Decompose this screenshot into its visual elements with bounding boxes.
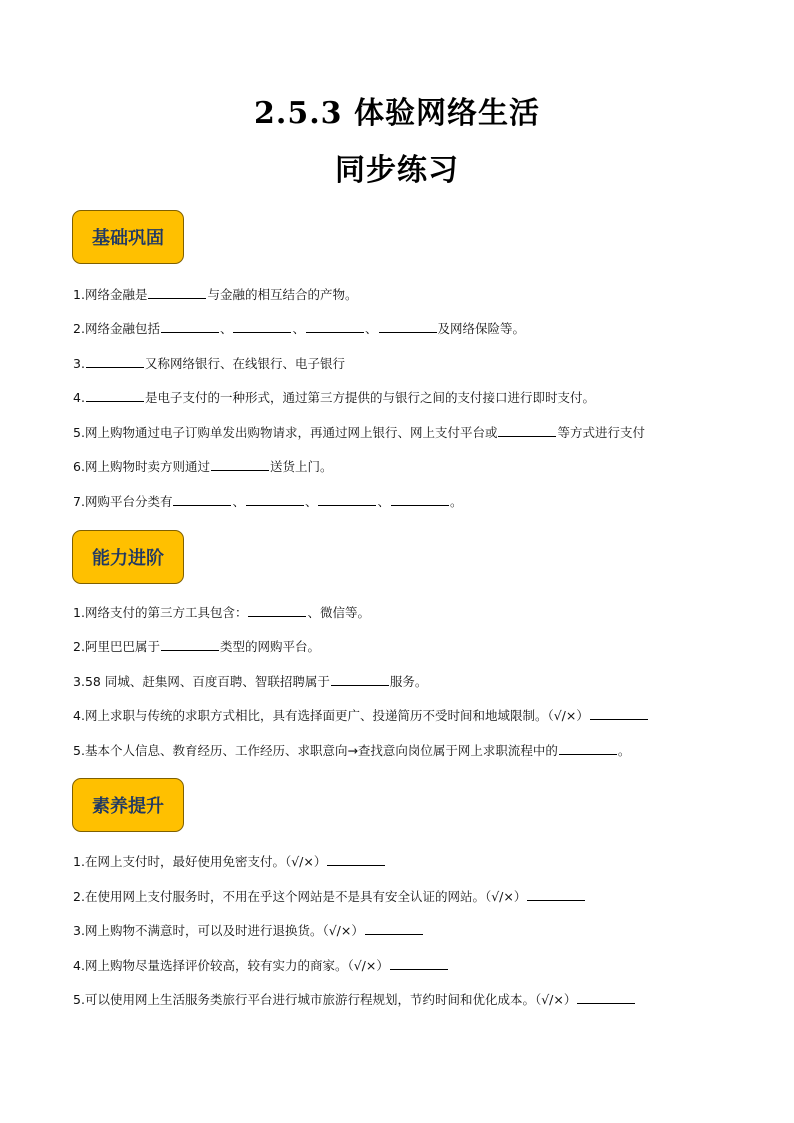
answer-blank[interactable]: [331, 673, 389, 686]
section-badge: 素养提升: [72, 778, 184, 832]
question-number: 6.: [73, 459, 85, 474]
answer-blank[interactable]: [365, 922, 423, 935]
question-text: 网购平台分类有: [84, 494, 173, 509]
question-text: 网上购物不满意时，可以及时进行退换货。（√/×）: [84, 923, 364, 938]
answer-blank[interactable]: [86, 355, 144, 368]
question-text: 可以使用网上生活服务类旅行平台进行城市旅游行程规划，节约时间和优化成本。（√/×）: [84, 992, 577, 1007]
question-number: 1.: [73, 287, 85, 302]
question-number: 5.: [73, 743, 85, 758]
question-item: [73, 853, 386, 870]
answer-blank[interactable]: [248, 604, 306, 617]
question-item: [73, 638, 320, 655]
page-subtitle: 同步练习: [335, 153, 459, 188]
answer-blank[interactable]: [498, 424, 556, 437]
answer-blank[interactable]: [559, 742, 617, 755]
question-text: 网上求职与传统的求职方式相比，具有选择面更广、投递简历不受时间和地域限制。（√/×）: [84, 708, 589, 723]
answer-blank[interactable]: [391, 493, 449, 506]
question-item: [73, 320, 525, 337]
question-item: [73, 604, 370, 621]
answer-blank[interactable]: [86, 389, 144, 402]
question-item: [73, 742, 630, 759]
question-text: 在网上支付时，最好使用免密支付。（√/×）: [84, 854, 327, 869]
question-text: 及网络保险等。: [437, 321, 526, 336]
question-text: 又称网络银行、在线银行、电子银行: [144, 356, 345, 371]
question-text: 等方式进行支付: [557, 425, 645, 440]
question-number: 4.: [73, 390, 85, 405]
question-number: 5.: [73, 992, 85, 1007]
answer-blank[interactable]: [148, 286, 206, 299]
question-item: [73, 673, 427, 690]
question-text: 网上购物时卖方则通过: [84, 459, 210, 474]
question-item: [73, 707, 649, 724]
question-item: [73, 355, 345, 372]
question-text: 类型的网购平台。: [219, 639, 320, 654]
question-item: [73, 991, 636, 1008]
answer-blank[interactable]: [390, 957, 448, 970]
question-text: 网络金融是: [84, 287, 148, 302]
question-text: 网上购物通过电子订购单发出购物请求，再通过网上银行、网上支付平台或: [84, 425, 498, 440]
answer-blank[interactable]: [161, 638, 219, 651]
question-number: 4.: [73, 958, 85, 973]
page-title: 2.5.3 体验网络生活: [254, 96, 540, 131]
question-number: 3.: [73, 356, 85, 371]
question-item: [73, 286, 357, 303]
question-text: 。: [617, 743, 631, 758]
question-number: 4.: [73, 708, 85, 723]
question-text: 是电子支付的一种形式，通过第三方提供的与银行之间的支付接口进行即时支付。: [144, 390, 595, 405]
question-text: 服务。: [389, 674, 428, 689]
question-text: 网络支付的第三方工具包含：: [84, 605, 248, 620]
answer-blank[interactable]: [327, 853, 385, 866]
question-number: 3.: [73, 674, 85, 689]
question-text: 基本个人信息、教育经历、工作经历、求职意向→查找意向岗位属于网上求职流程中的: [84, 743, 558, 758]
answer-blank[interactable]: [318, 493, 376, 506]
answer-blank[interactable]: [246, 493, 304, 506]
question-text: 、: [232, 494, 245, 509]
question-text: 送货上门。: [269, 459, 333, 474]
question-number: 1.: [73, 605, 85, 620]
question-number: 3.: [73, 923, 85, 938]
question-number: 2.: [73, 639, 85, 654]
question-item: [73, 493, 463, 510]
question-text: 、: [219, 321, 233, 336]
answer-blank[interactable]: [379, 320, 437, 333]
question-number: 7.: [73, 494, 85, 509]
question-number: 2.: [73, 889, 85, 904]
answer-blank[interactable]: [211, 458, 269, 471]
section-badge: 基础巩固: [72, 210, 184, 264]
answer-blank[interactable]: [173, 493, 231, 506]
question-item: [73, 389, 595, 406]
question-text: 阿里巴巴属于: [84, 639, 160, 654]
question-text: 、微信等。: [307, 605, 370, 620]
question-text: 、: [377, 494, 390, 509]
question-text: 在使用网上支付服务时，不用在乎这个网站是不是具有安全认证的网站。（√/×）: [84, 889, 527, 904]
question-item: [73, 458, 332, 475]
question-item: [73, 922, 424, 939]
answer-blank[interactable]: [577, 991, 635, 1004]
question-item: [73, 424, 645, 441]
question-number: 1.: [73, 854, 85, 869]
question-number: 5.: [73, 425, 85, 440]
question-text: 。: [450, 494, 463, 509]
section-badge: 能力进阶: [72, 530, 184, 584]
question-text: 、: [364, 321, 378, 336]
question-number: 2.: [73, 321, 85, 336]
question-text: 58 同城、赶集网、百度百聘、智联招聘属于: [84, 674, 330, 689]
answer-blank[interactable]: [590, 707, 648, 720]
answer-blank[interactable]: [161, 320, 219, 333]
answer-blank[interactable]: [527, 888, 585, 901]
question-text: 与金融的相互结合的产物。: [207, 287, 358, 302]
answer-blank[interactable]: [233, 320, 291, 333]
question-text: 、: [292, 321, 305, 336]
question-text: 网上购物尽量选择评价较高，较有实力的商家。（√/×）: [84, 958, 389, 973]
question-text: 、: [304, 494, 318, 509]
question-item: [73, 888, 586, 905]
answer-blank[interactable]: [306, 320, 364, 333]
question-text: 网络金融包括: [84, 321, 160, 336]
question-item: [73, 957, 449, 974]
